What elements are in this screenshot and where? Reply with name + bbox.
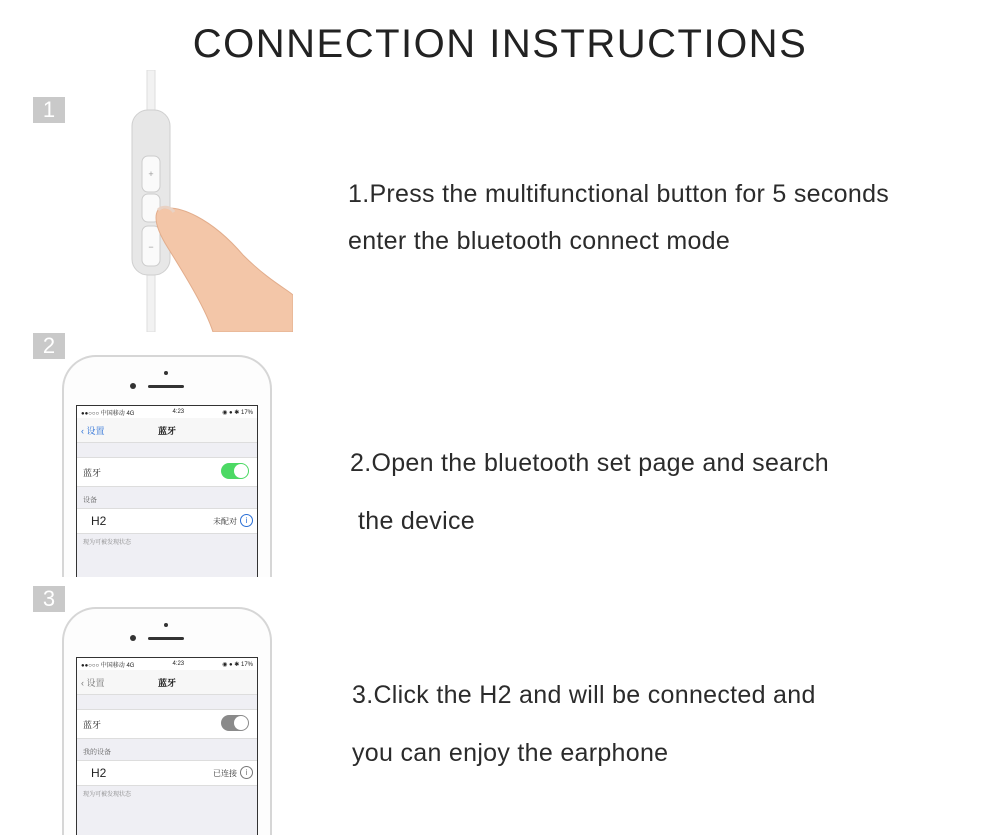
step-1-badge: 1 (33, 97, 65, 123)
bluetooth-settings-screen (76, 657, 258, 835)
back-button[interactable]: ‹ 设置 (81, 426, 105, 436)
discoverable-note: 现为可被发现状态 (83, 792, 132, 798)
device-row-h2[interactable]: H2 已连接 i (77, 760, 257, 786)
nav-bar (77, 418, 257, 443)
back-button[interactable]: ‹ 设置 (81, 678, 105, 688)
step-3-line-2: you can enjoy the earphone (352, 739, 669, 767)
step-2-text (350, 434, 829, 550)
step-3-text (352, 666, 816, 782)
bluetooth-toggle[interactable] (221, 463, 249, 479)
step-2-line-1: 2.Open the bluetooth set page and search (350, 449, 830, 477)
nav-title: 蓝牙 (157, 678, 176, 688)
svg-text:+: + (148, 169, 154, 179)
info-icon[interactable]: i (240, 514, 253, 527)
step-1-line-1: 1.Press the multifunctional button for 5 seconds (348, 180, 890, 208)
speaker-icon (148, 385, 184, 388)
step-2-badge: 2 (33, 333, 65, 359)
status-bar: ●●○○○ 中国移动 4G 4:23 ◉ ● ✱ 17% (77, 658, 257, 670)
step-2-line-2: the device (358, 507, 475, 535)
step-3-line-1: 3.Click the H2 and will be connected and (352, 681, 816, 709)
step-1-text (348, 171, 889, 265)
device-row-h2[interactable]: H2 未配对 i (77, 508, 257, 534)
step-1-line-2: enter the bluetooth connect mode (348, 227, 731, 255)
phone-mockup-connected (62, 607, 272, 835)
step-3-badge: 3 (33, 586, 65, 612)
camera-icon (130, 383, 136, 389)
bluetooth-row: 蓝牙 (77, 457, 257, 487)
speaker-icon (148, 637, 184, 640)
bluetooth-row: 蓝牙 (77, 709, 257, 739)
earphone-remote-illustration (118, 70, 293, 332)
camera-icon (130, 635, 136, 641)
info-icon[interactable]: i (240, 766, 253, 779)
phone-mockup-search (62, 355, 272, 577)
devices-section-label: 设备 (83, 497, 97, 504)
bluetooth-toggle[interactable] (221, 715, 249, 731)
page-title: CONNECTION INSTRUCTIONS (192, 22, 808, 66)
discoverable-note: 现为可被发现状态 (83, 540, 132, 546)
nav-title: 蓝牙 (157, 426, 176, 436)
status-bar: ●●○○○ 中国移动 4G 4:23 ◉ ● ✱ 17% (77, 406, 257, 418)
bluetooth-settings-screen (76, 405, 258, 577)
my-devices-section-label: 我的设备 (83, 749, 111, 756)
svg-text:−: − (148, 242, 154, 252)
nav-bar (77, 670, 257, 695)
